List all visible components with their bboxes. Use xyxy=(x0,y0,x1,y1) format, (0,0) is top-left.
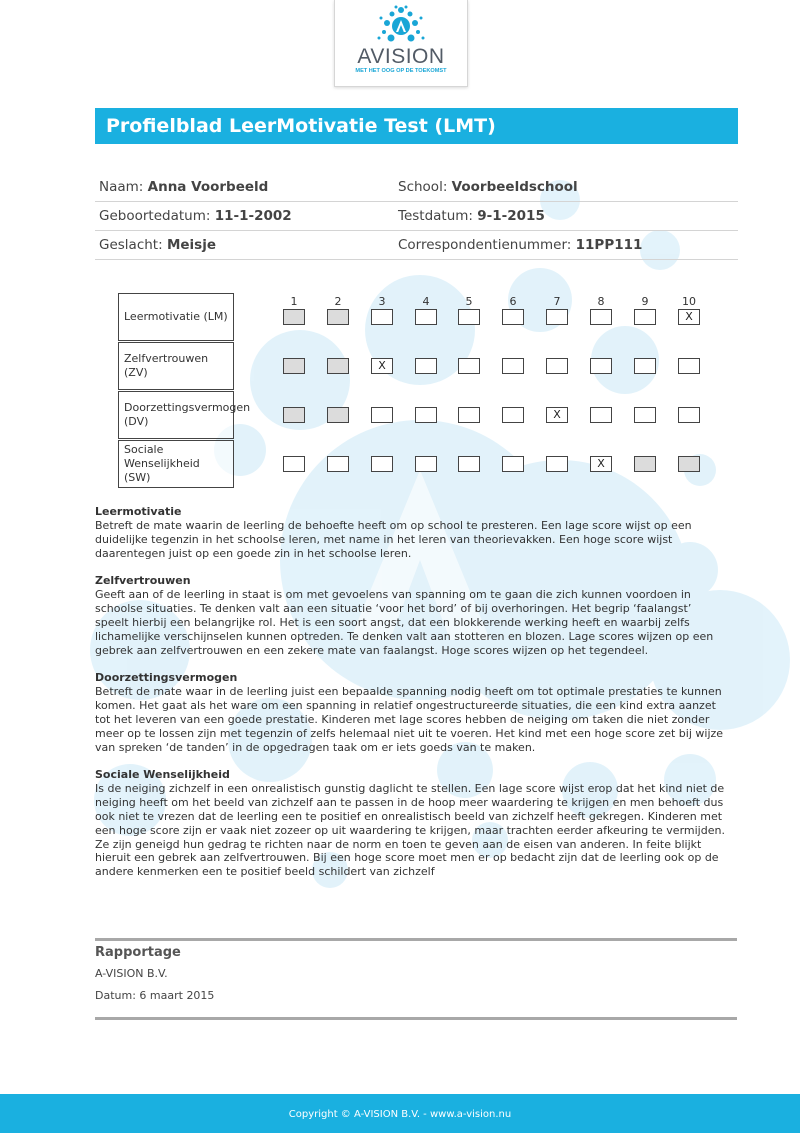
score-cell xyxy=(634,407,656,423)
column-number: 10 xyxy=(682,295,696,308)
testdatum-label: Testdatum: xyxy=(398,208,478,224)
logo-wordmark: AVISION xyxy=(357,45,445,68)
rapportage-date: Datum: 6 maart 2015 xyxy=(95,989,215,1002)
geslacht-value: Meisje xyxy=(166,237,216,253)
score-cell xyxy=(634,309,656,325)
score-cell xyxy=(415,309,437,325)
desc-text: Betreft de mate waarin de leerling de behoefte heeft om op school te presteren. Een lage score wijst op een duidelijke tegenzin in het schoolse leren, met name in het leren van theorievakken. Een hoge score wijst daarentegen juist op een goede zin in het schoolse leren. xyxy=(95,518,692,560)
score-cell xyxy=(327,358,349,374)
correspondentie-value: 11PP111 xyxy=(575,237,643,253)
column-number: 2 xyxy=(334,295,342,308)
score-cell xyxy=(458,407,480,423)
desc-title: Zelfvertrouwen xyxy=(95,574,191,587)
score-cell-marked: X xyxy=(546,407,568,423)
desc-text: Geeft aan of de leerling in staat is om met gevoelens van spanning om te gaan die zich kunnen voordoen in schoolse situaties. Te denken valt aan een situatie ‘voor het bord’ of bij overhoringen. Het begrip ‘faalangst’ speelt hierbij een belangrijke rol. Het is een soort angst, dat een blokkerende werking heeft en waarbij zelfs lichamelijke verschijnselen kunnen optreden. Te denken valt aan stotteren en blozen. Lage scores wijzen op een gebrek aan zelfvertrouwen en een zekere mate van faalangst. Hoge scores wijzen op het tegendeel. xyxy=(95,587,714,657)
score-cell xyxy=(415,358,437,374)
score-cell xyxy=(327,309,349,325)
logo-tagline: MET HET OOG OP DE TOEKOMST xyxy=(355,68,447,74)
column-number: 5 xyxy=(465,295,473,308)
info-row-dates xyxy=(95,202,738,231)
student-info xyxy=(95,173,738,260)
score-cell xyxy=(371,456,393,472)
score-cell xyxy=(546,358,568,374)
score-cell xyxy=(590,358,612,374)
desc-text: Is de neiging zichzelf in een onrealistisch gunstig daglicht te stellen. Een lage score wijst erop dat het kind niet de neiging heeft om het beeld van zichzelf aan te passen in de hoop meer waardering te krijgen en men behoeft dus ook niet te vrezen dat de leerling een te positief en onrealistisch beeld van zichzelf heeft gekregen. Kinderen met een hoge score zijn er vaak niet zozeer op uit waardering te krijgen, maar trachten eerder afkeuring te vermijden. Ze zijn geneigd hun gedrag te richten naar de norm en toen te geven aan de eisen van anderen. In feite blijkt hieruit een gebrek aan zelfvertrouwen. Bij een hoge score moet men er op bedacht zijn dat de leerling ook op de andere kenmerken een te positief beeld schildert van zichzelf xyxy=(95,781,725,879)
desc-leermotivatie xyxy=(95,505,725,561)
score-cell xyxy=(678,407,700,423)
info-row-name xyxy=(95,173,738,202)
divider xyxy=(95,1017,737,1020)
naam-value: Anna Voorbeeld xyxy=(147,179,269,195)
score-cell xyxy=(283,456,305,472)
score-cell xyxy=(634,358,656,374)
scale-label: Doorzettingsvermogen (DV) xyxy=(118,391,234,439)
score-cell xyxy=(546,309,568,325)
score-cell xyxy=(458,309,480,325)
scale-label: Leermotivatie (LM) xyxy=(118,293,234,341)
score-cell xyxy=(283,358,305,374)
score-cell xyxy=(283,407,305,423)
score-cell xyxy=(502,358,524,374)
geslacht-label: Geslacht: xyxy=(99,237,167,253)
column-number: 1 xyxy=(290,295,298,308)
school-value: Voorbeeldschool xyxy=(451,179,578,195)
naam-label: Naam: xyxy=(99,179,148,195)
school-label: School: xyxy=(398,179,452,195)
score-cell xyxy=(502,309,524,325)
score-cell-marked: X xyxy=(590,456,612,472)
score-cell xyxy=(458,456,480,472)
desc-sociale-wenselijkheid xyxy=(95,768,725,879)
score-cell-marked: X xyxy=(678,309,700,325)
info-row-gender xyxy=(95,231,738,260)
score-cell xyxy=(546,456,568,472)
score-cell xyxy=(590,309,612,325)
footer-copyright: Copyright © A-VISION B.V. - www.a-vision.nu xyxy=(0,1094,800,1133)
score-cell xyxy=(502,407,524,423)
scale-label: Sociale Wenselijkheid (SW) xyxy=(118,440,234,488)
avision-logo xyxy=(334,0,468,87)
score-cell xyxy=(415,407,437,423)
rapportage-title: Rapportage xyxy=(95,945,181,960)
desc-doorzettingsvermogen xyxy=(95,671,725,754)
score-cell xyxy=(678,456,700,472)
desc-zelfvertrouwen xyxy=(95,574,725,657)
desc-title: Leermotivatie xyxy=(95,505,182,518)
score-cell xyxy=(415,456,437,472)
column-number: 7 xyxy=(553,295,561,308)
logo-bubbles-icon xyxy=(371,4,431,48)
column-number: 8 xyxy=(597,295,605,308)
score-cell xyxy=(590,407,612,423)
column-number: 3 xyxy=(378,295,386,308)
score-cell xyxy=(371,407,393,423)
scale-label: Zelfvertrouwen (ZV) xyxy=(118,342,234,390)
score-cell xyxy=(371,309,393,325)
score-cell xyxy=(327,456,349,472)
testdatum-value: 9-1-2015 xyxy=(477,208,545,224)
column-number: 9 xyxy=(641,295,649,308)
score-cell xyxy=(502,456,524,472)
score-cell xyxy=(678,358,700,374)
score-cell xyxy=(283,309,305,325)
geboortedatum-value: 11-1-2002 xyxy=(214,208,292,224)
rapportage-company: A-VISION B.V. xyxy=(95,967,168,980)
desc-title: Sociale Wenselijkheid xyxy=(95,768,230,781)
divider xyxy=(95,938,737,941)
score-cell xyxy=(458,358,480,374)
correspondentie-label: Correspondentienummer: xyxy=(398,237,576,253)
desc-text: Betreft de mate waar in de leerling juist een bepaalde spanning nodig heeft om tot optimale prestaties te kunnen komen. Het gaat als het ware om een spanning in relatief ongestructureerde situaties, die een kind extra aanzet tot het leveren van een goede prestatie. Kinderen met lage scores hebben de neiging om taken die niet zonder meer op te lossen zijn met tegenzin of zelfs helemaal niet uit te voeren. Het kind met een hoge score zet bij wijze van spreken ‘de tanden’ in de opgedragen taak om er iets goeds van te maken. xyxy=(95,684,724,754)
desc-title: Doorzettingsvermogen xyxy=(95,671,238,684)
page-title: Profielblad LeerMotivatie Test (LMT) xyxy=(95,108,738,144)
score-cell xyxy=(634,456,656,472)
geboortedatum-label: Geboortedatum: xyxy=(99,208,215,224)
column-number: 6 xyxy=(509,295,517,308)
score-cell-marked: X xyxy=(371,358,393,374)
column-number: 4 xyxy=(422,295,430,308)
score-cell xyxy=(327,407,349,423)
